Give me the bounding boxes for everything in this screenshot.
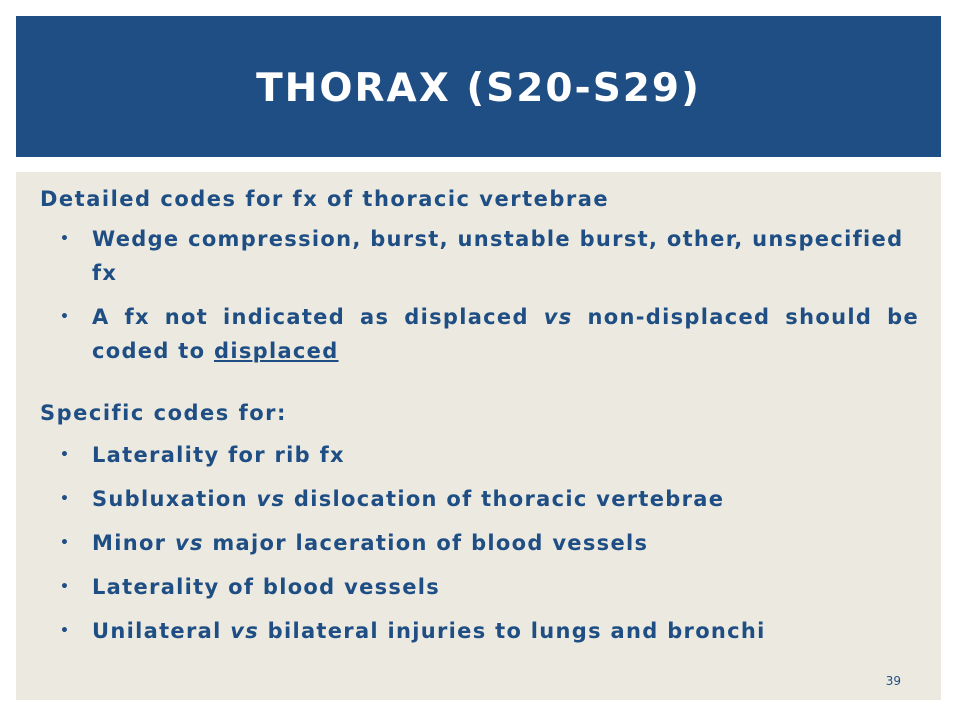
bullet-text-italic: vs [543, 305, 573, 329]
bullet-text-italic: vs [256, 487, 286, 511]
bullet-text-part1: Unilateral [92, 619, 231, 643]
content-panel [16, 172, 941, 700]
list-item [40, 222, 919, 290]
title-bar [16, 16, 941, 157]
bullet-text-part1: Laterality for rib fx [92, 443, 345, 467]
bullet-icon: • [60, 231, 71, 247]
bullet-text-part2: non-displaced should be coded to [92, 305, 919, 363]
page-number: 39 [885, 674, 901, 688]
bullet-text-part2: major laceration of blood vessels [203, 531, 649, 555]
bullet-text-part1: Subluxation [92, 487, 257, 511]
bullet-icon: • [60, 535, 71, 551]
list-item [40, 438, 919, 472]
bullet-text-underlined: displaced [213, 339, 339, 363]
section-specific-codes [40, 398, 919, 648]
bullet-text: Wedge compression, burst, unstable burst, other, unspecified fx [92, 227, 904, 285]
bullet-text-part1: Minor [92, 531, 175, 555]
bullet-text-part2: bilateral injuries to lungs and bronchi [259, 619, 766, 643]
bullet-list [40, 222, 919, 368]
bullet-text-italic: vs [174, 531, 204, 555]
section-thoracic-vertebrae [40, 184, 919, 368]
list-item [40, 482, 919, 516]
list-item [40, 614, 919, 648]
section-heading: Detailed codes for fx of thoracic vertebrae [40, 187, 610, 211]
bullet-text-part2: dislocation of thoracic vertebrae [285, 487, 725, 511]
list-item [40, 526, 919, 560]
bullet-text-italic: vs [230, 619, 259, 643]
bullet-icon: • [60, 491, 71, 507]
slide-title: THORAX (S20-S29) [256, 66, 701, 111]
bullet-text-part1: A fx not indicated as displaced [92, 305, 544, 329]
list-item [40, 570, 919, 604]
bullet-icon: • [60, 309, 71, 325]
section-heading: Specific codes for: [40, 401, 287, 425]
bullet-icon: • [60, 447, 71, 463]
list-item [40, 300, 919, 368]
bullet-icon: • [60, 623, 71, 639]
bullet-text-part1: Laterality of blood vessels [92, 575, 441, 599]
bullet-icon: • [60, 579, 71, 595]
bullet-list [40, 438, 919, 648]
